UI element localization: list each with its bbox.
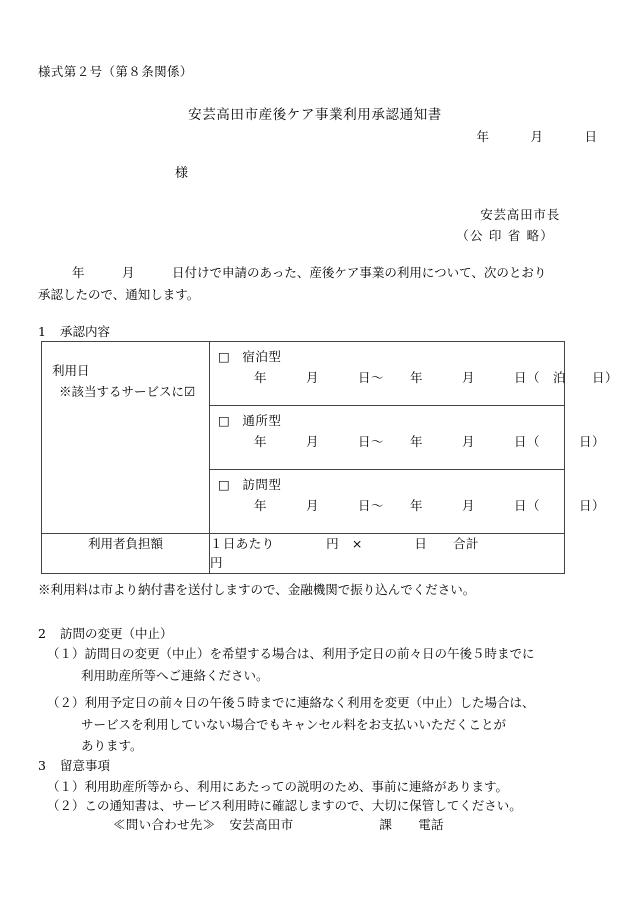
- section-3-item-1-marker: （１）: [47, 779, 85, 794]
- fee-value-cell: １日あたり 円 × 日 合計 円: [210, 534, 565, 574]
- section-3-heading: [38, 756, 110, 775]
- contact-phone-label: 電話: [418, 817, 444, 832]
- checkbox-homevisit-icon[interactable]: □: [218, 477, 231, 492]
- service-dates-homevisit: 年 月 日〜 年 月 日（ 日）: [254, 497, 606, 513]
- section-2-item-1-line-1: 訪問日の変更（中止）を希望する場合は、利用予定日の前々日の午後５時までに: [84, 646, 535, 661]
- section-1-number: 1: [38, 324, 46, 339]
- section-3-item-1-line-1: 利用助産所等から、利用にあたっての説明のため、事前に連絡があります。: [84, 779, 509, 794]
- addressee-suffix: 様: [175, 166, 189, 181]
- contact-line: [113, 815, 444, 834]
- section-1-heading: [38, 322, 110, 341]
- service-name-daycare: 通所型: [242, 413, 282, 428]
- contact-organization: 安芸高田市: [229, 817, 294, 832]
- contact-label: ≪問い合わせ先≫: [113, 817, 216, 832]
- section-3-item-2: [47, 795, 596, 817]
- table-row: [42, 342, 565, 406]
- section-2-item-2-line-3: あります。: [81, 738, 143, 753]
- fee-label-cell: 利用者負担額: [42, 534, 210, 574]
- section-1-title: 承認内容: [59, 324, 110, 339]
- section-2-heading: [38, 624, 172, 643]
- section-2-item-1-marker: （１）: [47, 646, 85, 661]
- service-name-overnight: 宿泊型: [242, 349, 282, 364]
- usage-date-cell: [42, 342, 210, 534]
- service-dates-overnight: 年 月 日〜 年 月 日（ 泊 日）: [254, 369, 619, 385]
- service-cell-overnight: [210, 342, 619, 406]
- body-line-1: 年 月 日付けで申請のあった、産後ケア事業の利用について、次のとおり: [72, 265, 547, 280]
- section-2-item-2-line-2: サービスを利用していない場合でもキャンセル料をお支払いいただくことが: [81, 716, 507, 732]
- service-name-homevisit: 訪問型: [242, 477, 282, 492]
- checkbox-daycare-icon[interactable]: □: [218, 413, 231, 428]
- approval-table-wrapper: [41, 341, 619, 574]
- issuer-block: [0, 205, 560, 246]
- payment-note: ※利用料は市より納付書を送付しますので、金融機関で振り込んでください。: [38, 582, 476, 597]
- section-3-item-2-line-1: この通知書は、サービス利用時に確認しますので、大切に保管してください。: [84, 798, 522, 813]
- contact-department: 課: [379, 817, 393, 832]
- checkbox-overnight-icon[interactable]: □: [218, 349, 231, 364]
- service-row-overnight-label: [218, 347, 556, 368]
- service-cell-daycare: [210, 406, 606, 470]
- section-2-item-2: [47, 692, 596, 757]
- form-number: 様式第２号（第８条関係）: [38, 64, 193, 79]
- body-paragraph: [38, 262, 596, 306]
- section-3-title: 留意事項: [59, 758, 110, 773]
- section-2-item-1: [47, 643, 596, 686]
- section-2-title: 訪問の変更（中止）: [59, 626, 173, 641]
- service-dates-daycare: 年 月 日〜 年 月 日（ 日）: [254, 433, 606, 449]
- usage-date-label: 利用日: [52, 363, 90, 378]
- approval-table: [41, 341, 619, 574]
- section-2-item-2-line-1: 利用予定日の前々日の午後５時までに連絡なく利用を変更（中止）した場合は、: [84, 695, 535, 710]
- official-seal-omitted: （公 印 省 略）: [456, 228, 554, 244]
- body-line-2: 承認したので、通知します。: [38, 286, 200, 302]
- section-2-number: 2: [38, 626, 46, 641]
- issue-date-line: 年 月 日: [476, 129, 598, 144]
- usage-date-note: ※該当するサービスに☑: [59, 384, 196, 400]
- document-title: 安芸高田市産後ケア事業利用承認通知書: [188, 107, 442, 123]
- section-3-number: 3: [38, 758, 46, 773]
- service-cell-homevisit: [210, 470, 606, 534]
- issuer-name: 安芸高田市長: [480, 207, 560, 222]
- table-row: [42, 534, 565, 574]
- service-row-daycare-label: [218, 411, 556, 432]
- section-3-item-2-marker: （２）: [47, 798, 85, 813]
- service-row-homevisit-label: [218, 475, 556, 496]
- section-2-item-2-marker: （２）: [47, 695, 85, 710]
- section-2-item-1-line-2: 利用助産所等へご連絡ください。: [81, 667, 269, 683]
